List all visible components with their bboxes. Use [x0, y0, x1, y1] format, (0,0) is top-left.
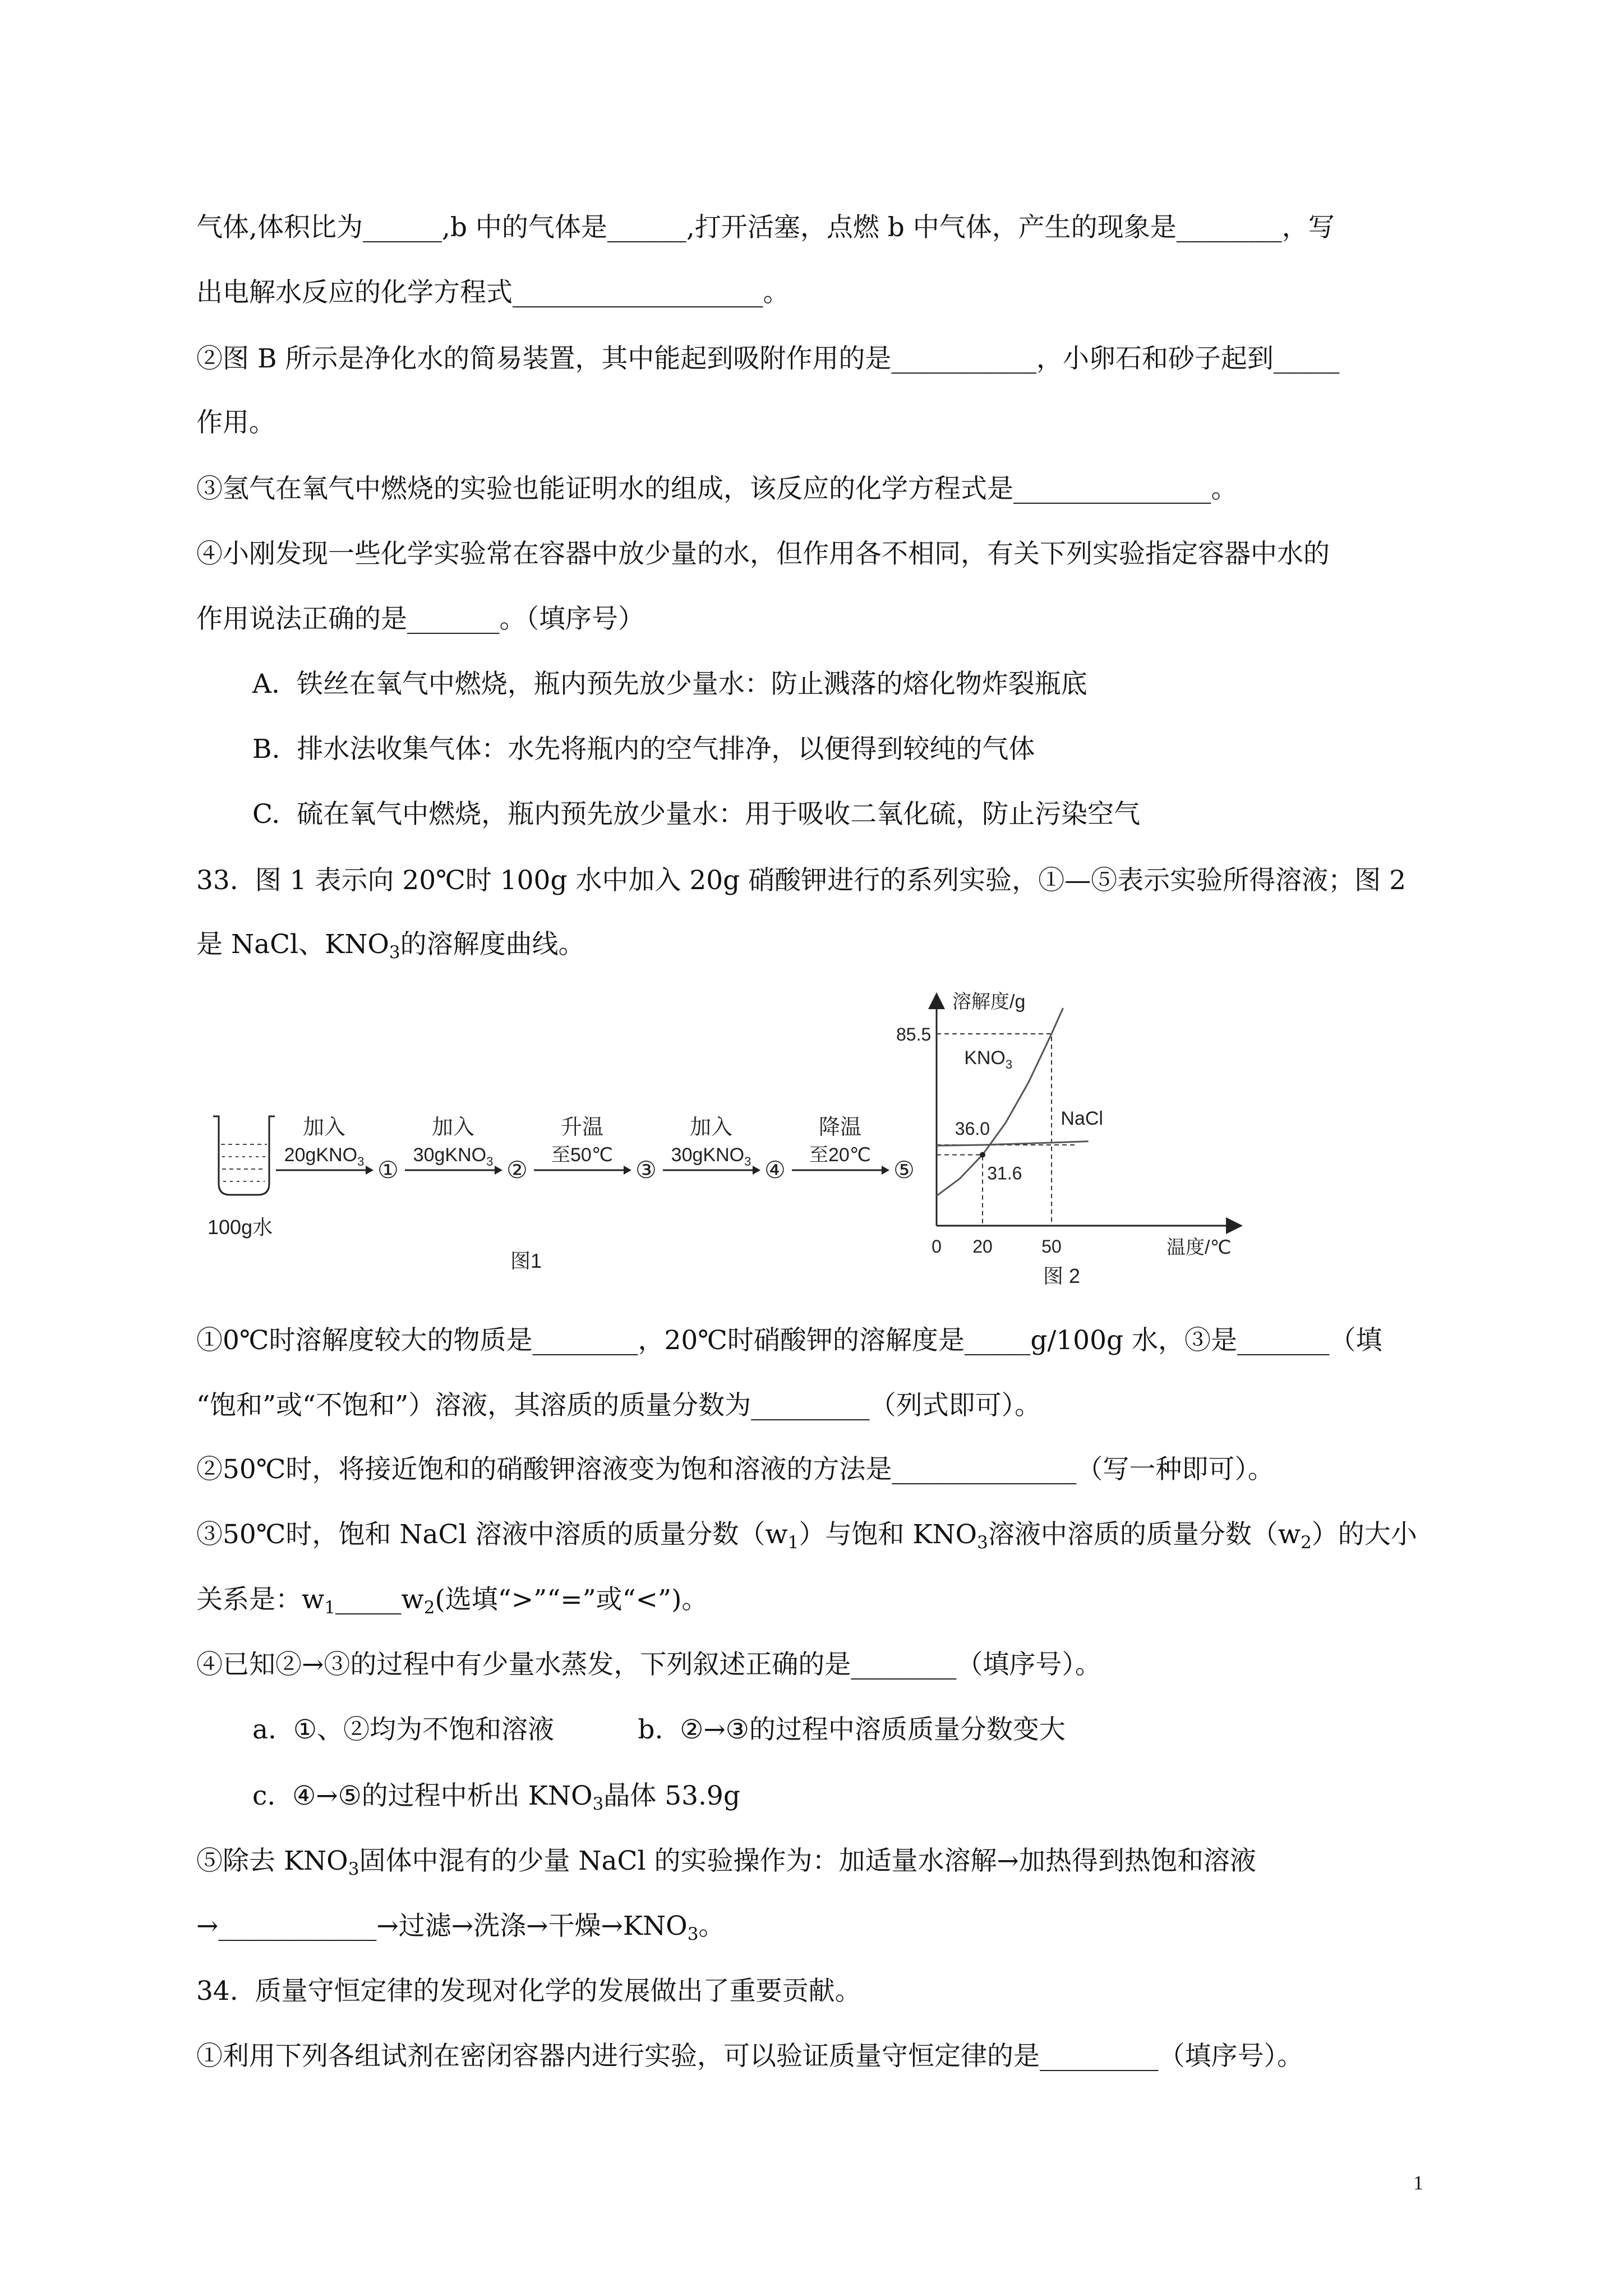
text-line	[196, 928, 585, 969]
x-tick-label: 0	[932, 1236, 942, 1257]
text-line	[196, 1583, 708, 1625]
y-mark-label: 31.6	[987, 1163, 1022, 1184]
figure-2-caption: 图 2	[1043, 1264, 1081, 1287]
text-run: ）与饱和 KNO	[799, 1519, 978, 1550]
text-line: ②50℃时，将接近饱和的硝酸钾溶液变为饱和溶液的方法是______________（写一种即可）。	[196, 1454, 1274, 1485]
subscript: 3	[687, 1924, 699, 1944]
text-line: “饱和”或“不饱和”）溶液，其溶质的质量分数为_________（列式即可）。	[196, 1390, 1041, 1421]
step-bottom-label: 20gKNO$_3$	[284, 1144, 365, 1168]
series-label-kno3: $KNO_3$	[964, 1047, 1013, 1071]
text-line	[196, 1518, 1417, 1559]
subscript: 1	[787, 1533, 799, 1553]
text-line: ①利用下列各组试剂在密闭容器内进行实验，可以验证质量守恒定律的是_________（填序号）。	[196, 2041, 1303, 2072]
text-line: 作用。	[196, 407, 275, 438]
subscript: 2	[1301, 1533, 1312, 1553]
text-line	[196, 1910, 725, 1951]
text-run: 关系是：w	[196, 1584, 325, 1615]
text-line: ②图 B 所示是净化水的简易装置，其中能起到吸附作用的是___________，小卵石和砂子起到_____	[196, 343, 1340, 374]
text-run: ⑤除去 KNO	[196, 1846, 348, 1876]
text-run: 的溶解度曲线。	[400, 929, 585, 960]
step-top-label: 加入	[689, 1116, 733, 1139]
text-run: ）的大小	[1311, 1519, 1417, 1550]
text-line: 出电解水反应的化学方程式___________________。	[196, 277, 790, 308]
subscript: 3	[592, 1794, 604, 1814]
step-bottom-label: 至20℃	[809, 1144, 872, 1166]
subscript: 3	[357, 1154, 365, 1168]
text-run: →____________→过滤→洗涤→干燥→KNO	[196, 1911, 688, 1941]
subscript: 3	[977, 1533, 988, 1553]
step-top-label: 升温	[560, 1116, 604, 1139]
step-bottom-label: 30gKNO$_3$	[671, 1144, 751, 1168]
arrow-head	[882, 1166, 889, 1175]
result-label: ⑤	[893, 1157, 915, 1183]
subscript: 3	[744, 1154, 751, 1168]
arrow-head	[753, 1166, 760, 1175]
y-mark-label: 36.0	[955, 1119, 990, 1139]
text-run: 溶液中溶质的质量分数（w	[988, 1519, 1301, 1550]
text-run: c. ④→⑤的过程中析出 KNO	[252, 1780, 593, 1811]
text-line: C. 硫在氧气中燃烧，瓶内预先放少量水：用于吸收二氧化硫，防止污染空气	[252, 799, 1141, 830]
text-line	[252, 1779, 740, 1821]
result-label: ①	[377, 1157, 399, 1183]
result-label: ④	[764, 1157, 786, 1183]
arrow-head	[495, 1166, 502, 1175]
subscript: 3	[348, 1859, 359, 1879]
subscript: 3	[389, 942, 400, 963]
step-bottom-label: 至50℃	[551, 1144, 614, 1166]
figure-1-experiment-flow	[196, 1083, 942, 1285]
subscript: 3	[1005, 1057, 1013, 1071]
text-run: ③50℃时，饱和 NaCl 溶液中溶质的质量分数（w	[196, 1519, 788, 1550]
text-line: a. ①、②均为不饱和溶液 b. ②→③的过程中溶质质量分数变大	[252, 1714, 1066, 1745]
arrow-head	[366, 1166, 374, 1175]
text-line: ③氢气在氧气中燃烧的实验也能证明水的组成，该反应的化学方程式是_______________。	[196, 473, 1238, 504]
result-label: ②	[506, 1157, 528, 1183]
subscript: 2	[423, 1598, 435, 1618]
beaker-label: 100g水	[208, 1216, 273, 1239]
text-line: B. 排水法收集气体：水先将瓶内的空气排净，以便得到较纯的气体	[252, 734, 1035, 765]
x-axis-label: 温度/℃	[1166, 1237, 1232, 1258]
text-run: (选填“>”“=”或“<”)。	[435, 1584, 708, 1615]
beaker-icon	[213, 1116, 275, 1195]
text-run: _____w	[335, 1584, 424, 1615]
figure-1-caption: 图1	[510, 1249, 542, 1272]
series-label-nacl: NaCl	[1061, 1108, 1103, 1129]
step-bottom-label: 30gKNO$_3$	[413, 1144, 494, 1168]
text-line	[196, 1844, 1256, 1886]
step-top-label: 降温	[818, 1116, 862, 1139]
arrow-head	[624, 1166, 631, 1175]
x-tick-label: 20	[972, 1236, 993, 1257]
text-run: 固体中混有的少量 NaCl 的实验操作为：加适量水溶解→加热得到热饱和溶液	[359, 1846, 1256, 1876]
x-tick-label: 50	[1041, 1236, 1062, 1257]
y-axis-label: 溶解度/g	[952, 991, 1026, 1013]
result-label: ③	[635, 1157, 657, 1183]
text-line: 33. 图 1 表示向 20℃时 100g 水中加入 20g 硝酸钾进行的系列实验，①—⑤表示实验所得溶液；图 2	[196, 865, 1407, 896]
text-line: 气体,体积比为______,b 中的气体是______,打开活塞，点燃 b 中气体，产生的现象是________，写	[196, 212, 1335, 243]
text-line: ④已知②→③的过程中有少量水蒸发，下列叙述正确的是________（填序号）。	[196, 1649, 1101, 1680]
text-run: 。	[698, 1911, 725, 1941]
text-run: 晶体 53.9g	[603, 1780, 740, 1811]
text-line: A. 铁丝在氧气中燃烧，瓶内预先放少量水：防止溅落的熔化物炸裂瓶底	[252, 669, 1087, 700]
data-point	[980, 1152, 985, 1158]
text-line: ①0℃时溶解度较大的物质是________，20℃时硝酸钾的溶解度是_____g/100g 水，③是_______（填	[196, 1325, 1382, 1356]
page-number: 1	[1413, 2171, 1423, 2194]
figure-2-solubility-chart	[896, 984, 1262, 1287]
text-line: ④小刚发现一些化学实验常在容器中放少量的水，但作用各不相同，有关下列实验指定容器中水的	[196, 539, 1330, 569]
subscript: 1	[324, 1598, 335, 1618]
step-top-label: 加入	[431, 1116, 475, 1139]
step-top-label: 加入	[302, 1116, 346, 1139]
subscript: 3	[486, 1154, 494, 1168]
text-line: 作用说法正确的是_______。（填序号）	[196, 604, 644, 634]
text-run: 是 NaCl、KNO	[196, 929, 389, 960]
text-line: 34. 质量守恒定律的发现对化学的发展做出了重要贡献。	[196, 1976, 861, 2007]
y-mark-label: 85.5	[896, 1024, 932, 1045]
